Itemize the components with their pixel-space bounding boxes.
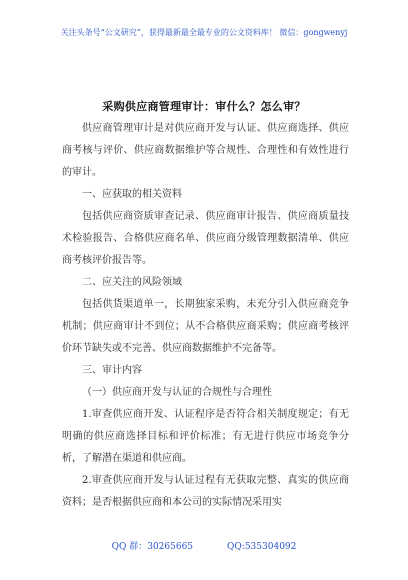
section-heading-1: 一、应获取的相关资料 [82,189,182,200]
section-heading-2: 二、应关注的风险领域 [82,277,182,288]
footer-qq: QQ:535304092 [227,542,297,552]
document-title: 采购供应商管理审计：审什么？怎么审？ [102,100,306,113]
footer-qq-group: QQ 群：30265665 [111,542,194,552]
section-heading-3: 三、审计内容 [82,365,142,376]
intro-paragraph: 供应商管理审计是对供应商开发与认证、供应商选择、供应商考核与评价、供应商数据维护等合规性、合理性和有效性进行的审计。 [62,123,349,178]
footer-contact [0,539,408,552]
subsection-heading-1: （一）供应商开发与认证的合规性与合理性 [82,387,272,398]
section-2-paragraph: 包括供货渠道单一，长期独家采购，未充分引入供应商竞争机制；供应商审计不到位；从不合格供应商采购；供应商考核评价环节缺失或不完善、供应商数据维护不完备等。 [62,299,349,354]
audit-item-2: 2.审查供应商开发与认证过程有无获取完整、真实的供应商资料；是否根据供应商和本公司的实际情况采用实 [62,475,349,508]
document-body [62,118,349,514]
header-promo-note: 关注头条号“公文研究”，获得最新最全最专业的公文资料库！ 微信：gongwenyj [60,28,348,37]
section-1-paragraph: 包括供应商资质审查记录、供应商审计报告、供应商质量技术检验报告、合格供应商名单、供应商分级管理数据清单、供应商考核评价报告等。 [62,211,349,266]
audit-item-1: 1.审查供应商开发、认证程序是否符合相关制度规定；有无明确的供应商选择目标和评价标准；有无进行供应市场竞争分析，了解潜在渠道和供应商。 [62,409,349,464]
